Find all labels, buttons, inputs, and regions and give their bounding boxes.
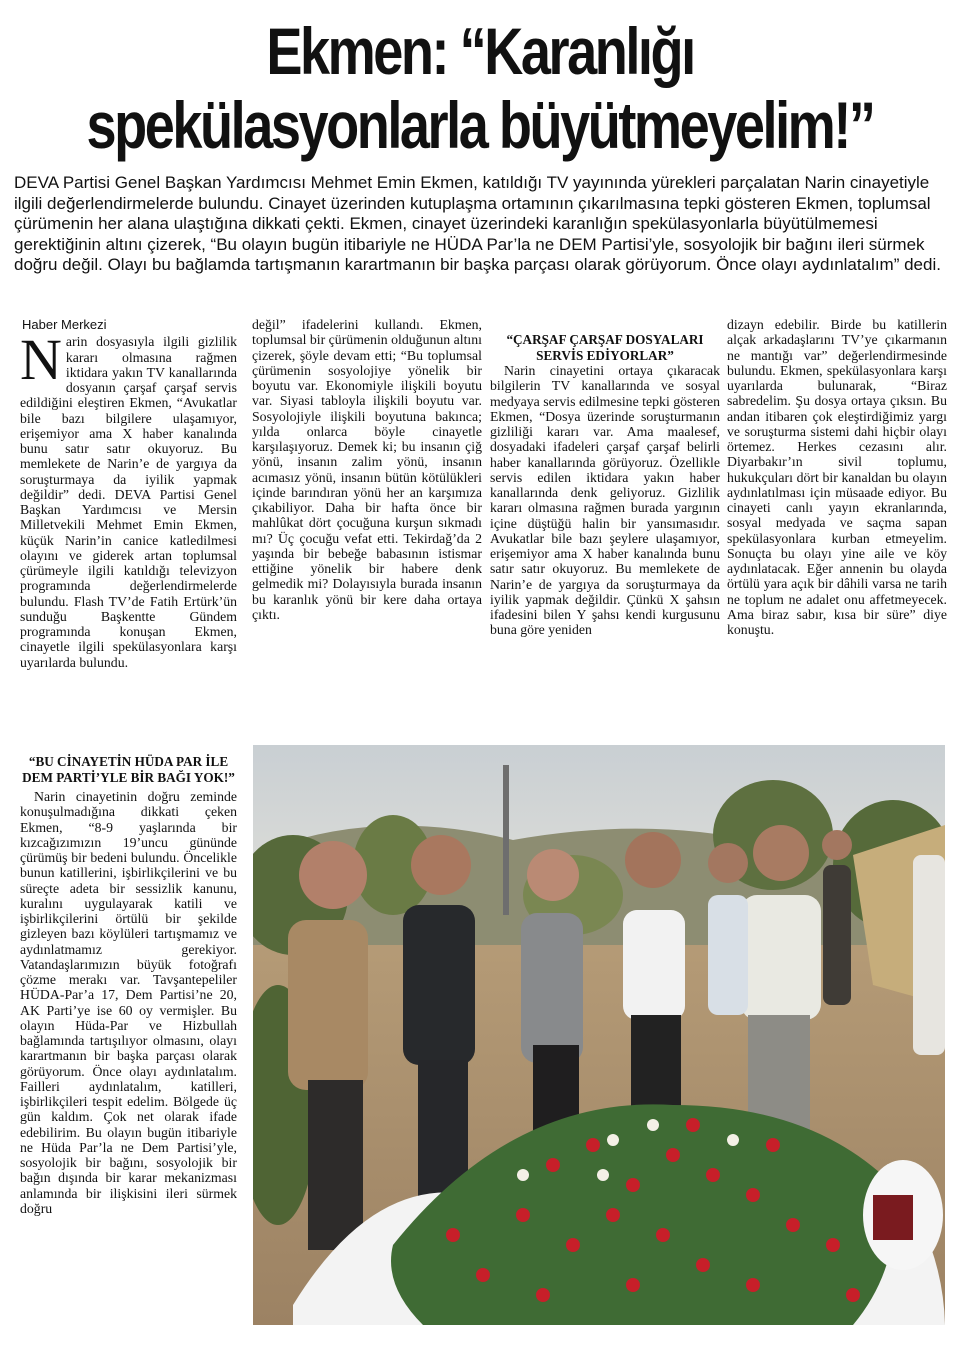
subheading-huda-dem: “BU CİNAYETİN HÜDA PAR İLE DEM PARTİ’YLE BİR BAĞI YOK!” — [22, 754, 235, 785]
headline-line-1: Ekmen: “Karanlığı — [266, 14, 694, 88]
column-1-body: arin dosyasıyla ilgili gizlilik kararı olmasına rağmen iktidara yakın TV kanallarında dosyanın çarşaf çarşaf servis edildiğini eleştiren Ekmen, “Avukatlar bile bazı bilgilere ulaşamıyor, erişemiyor ama X haber kanalında bunu satır satır okuyoruz. Bu memlekete de Narin’e de yargıya da soruşturmaya da iyilik yapmak değildir” dedi. DEVA Partisi Genel Başkan Yardımcısı ve Mersin Milletvekili Mehmet Emin Ekmen, küçük Narin’in canice katledilmesi olayını ve giderek artan toplumsal çürümeyle ilgili katıldığı televizyon programında değerlendirmelerde bulundu. Flash TV’de Fatih Ertürk’ün sunduğu Başkentte Gündem programında konuşan Ekmen, cinayetle ilgili spekülasyonlara karşı uyarılarda bulundu. — [20, 334, 237, 670]
article-column-2 — [252, 317, 482, 622]
article-column-4 — [727, 317, 947, 637]
headline-line-2: spekülasyonlarla büyütmeyelim!” — [86, 88, 874, 162]
subheading-carsaf: “ÇARŞAF ÇARŞAF DOSYALARI SERVİS EDİYORLAR” — [506, 332, 704, 363]
news-photo-grave-visit — [253, 745, 945, 1325]
article-column-3 — [490, 332, 720, 638]
lead-paragraph: DEVA Partisi Genel Başkan Yardımcısı Mehmet Emin Ekmen, katıldığı TV yayınında yürekleri parçalatan Narin cinayetiyle ilgili değerlendirmelerde bulundu. Cinayet üzerinden kutuplaşma ortamının çıkarılmasına tepki gösteren Ekmen, toplumsal çürümenin her alana ulaştığına dikkati çekti. Ekmen, cinayet üzerindeki karanlığın spekülasyonlarla büyütülmemesi gerektiğinin altını çizerek, “Bu olayın bugün itibariyle ne HÜDA Par’la ne DEM Partisi’yle, sosyolojik bir bağını ileri sürmek doğru değil. Olayı bu bağlamda tartışmanın karartmanın bir başka parçası olarak görüyorum. Önce olayı aydınlatalım” dedi. — [14, 173, 941, 275]
headline — [86, 14, 873, 162]
column-1-text — [20, 327, 237, 670]
article-column-1 — [20, 317, 237, 670]
article-column-1-lower — [20, 754, 237, 1216]
column-3-body: Narin cinayetini ortaya çıkaracak bilgilerin TV kanallarında ve sosyal medyaya servis edilmesine tepki gösteren Ekmen, “Dosya üzerinde soruşturmanın gizliliği kararı var. Ama maalesef, dosyadaki ifadeleri çarşaf çarşaf belirli haber kanallarında görüyoruz. Özellikle servis edilen iktidara yakın haber kanallarında denk geliyoruz. Gizlilik kararı olmasına rağmen burada yargının içine düştüğü halin bir yansımasıdır. Avukatlar bile bazı şeylere ulaşamıyor, erişemiyor ama X haber kanalında bunu satır satır okuyoruz. Bu memlekete de Narin’e de yargıya da soruşturmaya da iyilik yapmak değildir. Çünkü X şahsın ifadesini bilen Y şahsı kendi kurgusunu buna göre yeniden — [490, 363, 720, 638]
column-4-body: dizayn edebilir. Birde bu katillerin alçak arkadaşlarını TV’ye çıkarmanın ne mantığı var” değerlendirmesinde bulundu. Ekmen, spekülasyonlara karşı uyarılarda bulunarak, “Biraz sabredelim. Şu dosya ortaya çıksın. Bu andan itibaren çok eleştirdiğimiz yargı ve soruşturma sistemi dahi hiçbir olayı örtemez. Herkes cezasını alır. Diyarbakır’ın sivil toplumu, hukukçuları dört bir kanaldan bu olayın aydınlatılması için müsaade ediyor. Bu cinayeti canlı yayın ekranlarında, sosyal medyada ve saçma sapan spekülasyonlara kurban etmeyelim. Sonuçta bu olayı yine aile ve köy aydınlatacak. Eğer annenin bu olayda örtülü yara açık bir dâhili varsa ne tarih ne toplum ne adalet onu affetmeyecek. Ama biraz sabır, kısa bir süre” diye konuştu. — [727, 317, 947, 637]
drop-cap: N — [20, 327, 62, 393]
byline: Haber Merkezi — [22, 317, 107, 332]
column-2-body: değil” ifadelerini kullandı. Ekmen, toplumsal bir çürümenin olduğunun altını çizerek, şöyle devam etti; “Bu toplumsal çürümenin sosyolojiye yönelik bir boyutu var. Ekonomiyle ilişkili boyutu var. Siyasi tabloyla ilişkili boyutu var. Sosyolojiyle ilişkili boyutuna bakınca; yılda onlarca böyle cinayetle karşılaşıyoruz. Demek ki; bu insanın çiğ yönü, insanın zalim yönü, insanın acımasız yönü, insanın bütün kötülükleri içinde barındıran yönü her an karşımıza çıkabiliyor. Daha bir hafta önce bir mahlûkat dört çocuğuna kurşun sıkmadı mı? Üç çocuğu vefat etti. Tekirdağ’da 2 yaşında bir bebeğe babasının istismar ettiğine yönelik bir habere denk gelmedik mi? Dolayısıyla burada insanın bu karanlık yönü bir kere daha ortaya çıktı. — [252, 317, 482, 622]
column-1-lower-body: Narin cinayetinin doğru zeminde konuşulmadığına dikkati çeken Ekmen, “8-9 yaşlarında bir kızcağızımızın 19’uncu gününde çürümüş bir bedeni bulundu. Öncelikle bunun katillerini, işbirlikçilerini ve bu süreçte adeta bir sessizlik kanunu, kuralını uygulayarak katili ve işbirlikçilerini örtülü bir şekilde gizleyen bazı köylüleri tartışmamız ve aydınlatmamız gerekiyor. Vatandaşlarımızın büyük fotoğrafı çözme merakı var. Tavşantepeliler HÜDA-Par’a 17, Dem Partisi’ne 20, AK Parti’ye ise 60 oy vermişler. Bu olayın Hüda-Par ve Hizbullah bağlamında tartışılıyor olmasını, olayı karartmanın bir başka parçası olarak görüyorum. Önce olayı aydınlatalım. Failleri aydınlatalım, katilleri, işbirlikçileri tespit edelim. Bölgede üç gün kaldım. Çok net olarak ifade edebilirim. Bu olayın bugün itibariyle ne Hüda Par’la ne Dem Partisi’yle, sosyolojik bir bağını, sosyolojik bir bağın dışında bir karar mekanizması anlamında bir ilişkisini ileri sürmek doğru — [20, 789, 237, 1216]
